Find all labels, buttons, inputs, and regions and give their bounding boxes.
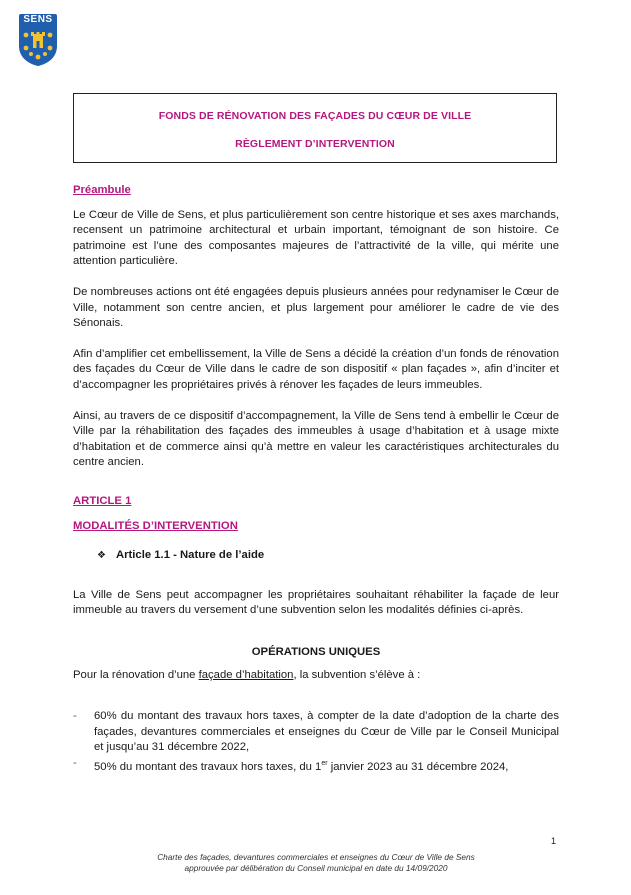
operations-intro-underlined: façade d’habitation [198, 669, 294, 682]
operations-heading: OPÉRATIONS UNIQUES [251, 645, 381, 658]
coat-of-arms-icon [19, 26, 57, 66]
preambule-heading: Préambule [73, 184, 131, 196]
logo-word: SENS [19, 14, 57, 26]
list-item-text: 60% du montant des travaux hors taxes, à compter de la date d’adoption de la charte des façades, devantures commerciales et enseignes du Cœur de Ville par le Conseil Municipal et jusqu’au 31 décembre 2022, [94, 710, 559, 754]
city-logo [19, 14, 57, 66]
document-title: FONDS DE RÉNOVATION DES FAÇADES DU CŒUR DE VILLE [158, 110, 472, 122]
preambule-paragraph-3: Afin d’amplifier cet embellissement, la Ville de Sens a décidé la création d’un fonds de rénovation des façades du Cœur de Ville dans le cadre de son dispositif « plan façades », afin d’inciter et d’accompagner les propriétaires privés à rénover les façades de leurs immeubles. [73, 347, 559, 391]
footer-line-1: Charte des façades, devantures commerciales et enseignes du Cœur de Ville de Sens [157, 852, 475, 862]
preambule-paragraph-2: De nombreuses actions ont été engagées depuis plusieurs années pour redynamiser le Cœur de Ville, notamment son centre ancien, et plus largement pour améliorer le cadre de vie des Sénonais. [73, 285, 559, 330]
preambule-paragraph-1: Le Cœur de Ville de Sens, et plus particulièrement son centre historique et ses axes marchands, recensent un patrimoine architectural et urbain important, témoignant de son histoire. Ce patrimoine est l’une des composantes majeures de l’attractivité de la ville, qui mérite une attention particulière. [73, 208, 559, 268]
article-1-heading: ARTICLE 1 [73, 494, 132, 507]
list-item-text-end: janvier 2023 au 31 décembre 2024, [327, 760, 509, 773]
list-item-superscript: er [321, 759, 328, 767]
operations-intro-end: , la subvention s’élève à : [293, 669, 421, 682]
sub-article-label: Article 1.1 - Nature de l’aide [115, 549, 265, 562]
page-footer [73, 852, 559, 874]
document-body [73, 183, 559, 775]
page-number: 1 [550, 836, 556, 846]
operations-intro [73, 668, 559, 684]
list-item-text-start: 50% du montant des travaux hors taxes, du 1 [94, 760, 322, 773]
operations-intro-start: Pour la rénovation d’une [73, 669, 199, 682]
preambule-paragraph-4: Ainsi, au travers de ce dispositif d’accompagnement, la Ville de Sens tend à embellir le Cœur de Ville par la réhabilitation des façades des immeubles à usage d’habitation et à usage mixte d’habitation et de commerce ainsi qu’à mettre en valeur les caractéristiques architecturales du centre ancien. [73, 409, 559, 469]
document-subtitle: RÈGLEMENT D’INTERVENTION [235, 138, 395, 150]
document-title-box [73, 93, 557, 163]
article-1-paragraph: La Ville de Sens peut accompagner les propriétaires souhaitant réhabiliter la façade de leur immeuble au travers du versement d’une subvention selon les modalités définies ci-après. [73, 588, 559, 617]
list-item: - 50% du montant des travaux hors taxes, du 1er janvier 2023 au 31 décembre 2024, [73, 756, 509, 773]
diamond-bullet-icon: ❖ [97, 550, 106, 562]
subsidy-list [73, 709, 559, 775]
sub-article-heading [97, 548, 559, 564]
list-item: - 60% du montant des travaux hors taxes, à compter de la date d’adoption de la charte des façades, devantures commerciales et enseignes du Cœur de Ville par le Conseil Municipal et jusqu’au 31 décembre 2022, [73, 710, 559, 754]
article-1-subheading: MODALITÉS D’INTERVENTION [73, 519, 238, 532]
footer-line-2: approuvée par délibération du Conseil municipal en date du 14/09/2020 [184, 863, 448, 873]
